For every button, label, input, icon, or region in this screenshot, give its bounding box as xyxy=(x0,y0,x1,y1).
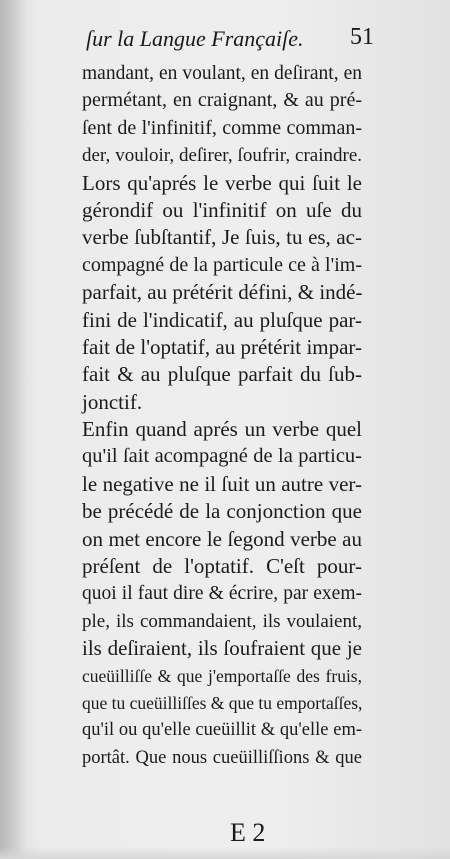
text-line: permétant, en craignant, & au pré- xyxy=(82,89,362,112)
page-number: 51 xyxy=(350,24,374,50)
text-line: ils deſiraient, ils ſoufraient que je xyxy=(82,636,362,661)
text-line: Enfin quand aprés un verbe quel xyxy=(82,417,362,442)
text-line: ſent de l'infinitif, comme comman- xyxy=(82,116,362,139)
text-line: le negative ne il ſuit un autre ver- xyxy=(82,471,362,496)
text-line: be précédé de la conjonction que xyxy=(82,499,362,524)
text-line: qu'il ou qu'elle cueüillit & qu'elle em- xyxy=(82,720,362,741)
text-line: cueüilliſſe & que j'emportaſſe des fruis, xyxy=(82,665,362,686)
text-line: verbe ſubſtantif, Je ſuis, tu es, ac- xyxy=(82,225,362,250)
running-title: ſur la Langue Françaiſe. xyxy=(86,26,304,51)
text-line: préſent de l'optatif. C'eſt pour- xyxy=(82,554,362,579)
signature-mark: E 2 xyxy=(230,818,266,847)
text-line: Lors qu'aprés le verbe qui ſuit le xyxy=(82,170,362,195)
text-line: mandant, en voulant, en deſirant, en xyxy=(82,63,362,84)
text-line: gérondif ou l'infinitif on uſe du xyxy=(82,197,362,222)
page-bottom-edge xyxy=(0,847,450,859)
text-line: quoi il faut dire & écrire, par exem- xyxy=(82,583,362,605)
gutter-shadow xyxy=(0,0,26,859)
text-line: ple, ils commandaient, ils voulaient, xyxy=(82,610,362,632)
text-line: que tu cueüilliſſes & que tu emportaſſes, xyxy=(82,692,363,713)
text-line: der, vouloir, deſirer, ſoufrir, craindre. xyxy=(82,145,362,167)
text-line: fait & au pluſque parfait du ſub- xyxy=(82,362,362,387)
text-line: on met encore le ſegond verbe au xyxy=(82,526,362,551)
text-line: compagné de la particule ce à l'im- xyxy=(82,253,362,276)
text-line: parfait, au prétérit défini, & indé- xyxy=(82,280,363,305)
body-text xyxy=(82,60,362,772)
text-line: fait de l'optatif, au prétérit impar- xyxy=(82,334,362,359)
text-line: jonctif. xyxy=(82,389,143,414)
text-line: portât. Que nous cueüilliſſions & que xyxy=(82,747,362,768)
text-line: fini de l'indicatif, au pluſque par- xyxy=(82,307,362,332)
text-line: qu'il ſait acompagné de la particu- xyxy=(82,445,362,468)
